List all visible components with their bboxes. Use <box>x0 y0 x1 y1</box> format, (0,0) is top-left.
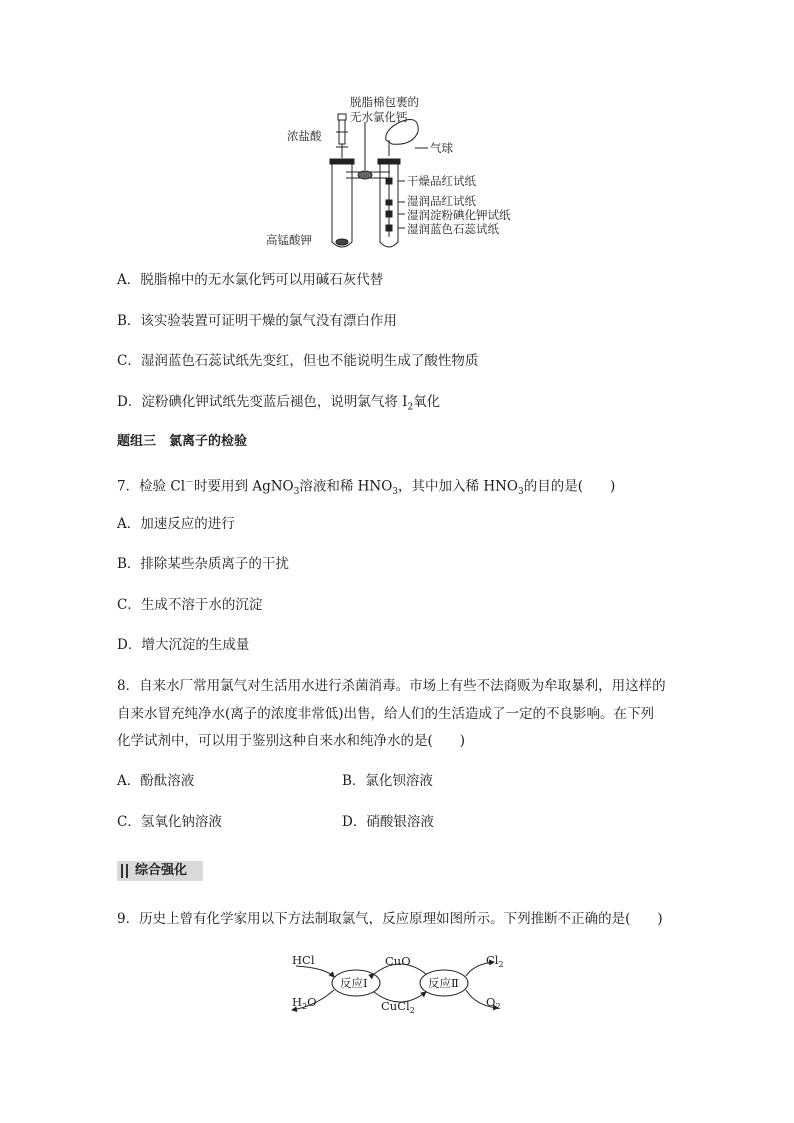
reaction-2-label: 反应Ⅱ <box>428 976 459 990</box>
label-ki-paper: 湿润淀粉碘化钾试纸 <box>407 208 511 222</box>
cl2-label: $Cl_2$ <box>486 953 504 969</box>
connecting-tube <box>346 122 390 179</box>
label-litmus: 湿润蓝色石蕊试纸 <box>407 222 499 236</box>
q7-stem: 7．检验 Cl－时要用到 AgNO$_3$溶液和稀 $HNO_3$，其中加入稀 $HNO_3$的目的是( ) <box>117 478 616 498</box>
q6-option-a: A．脱脂棉中的无水氯化钙可以用碱石灰代替 <box>117 272 384 288</box>
h2o-label: $H_2O$ <box>292 995 317 1011</box>
label-wet-paper: 湿润品红试纸 <box>407 194 476 208</box>
label-balloon: 气球 <box>430 141 453 155</box>
reaction-cycle-figure <box>286 950 516 1020</box>
q8-option-b: B．氯化钡溶液 <box>342 773 433 789</box>
q6-option-b: B．该实验装置可证明干燥的氯气没有漂白作用 <box>117 313 397 329</box>
q8-stem-line1: 8．自来水厂常用氯气对生活用水进行杀菌消毒。市场上有些不法商贩为牟取暴利，用这样的 <box>117 678 666 694</box>
q8-option-a: A．酚酞溶液 <box>117 773 195 789</box>
q7-option-d: D．增大沉淀的生成量 <box>117 637 250 653</box>
section-mark <box>126 864 128 878</box>
q7-option-a: A．加速反应的进行 <box>117 516 235 532</box>
cuo-label: CuO <box>385 954 411 968</box>
q6-option-c: C．湿润蓝色石蕊试纸先变红，但也不能说明生成了酸性物质 <box>117 353 479 369</box>
q8-stem-line3: 化学试剂中，可以用于鉴别这种自来水和纯净水的是( ) <box>117 733 466 749</box>
dropping-funnel <box>336 114 348 158</box>
apparatus-figure <box>260 92 540 252</box>
label-cotton: 脱脂棉包裹的 <box>350 95 419 109</box>
q8-stem-line2: 自来水冒充纯净水(离子的浓度非常低)出售，给人们的生活造成了一定的不良影响。在下列 <box>117 706 655 722</box>
q9-stem: 9．历史上曾有化学家用以下方法制取氯气，反应原理如图所示。下列推断不正确的是( ) <box>117 911 663 927</box>
label-dry-paper: 干燥品红试纸 <box>407 174 476 188</box>
cucl2-label: CuCl$_2$ <box>381 999 415 1015</box>
label-hcl: 浓盐酸 <box>287 129 322 143</box>
o2-label: $O_2$ <box>486 995 501 1011</box>
q6-option-d: D．淀粉碘化钾试纸先变蓝后褪色，说明氯气将 $I_2$氧化 <box>117 394 441 413</box>
q8-option-d: D．硝酸银溶液 <box>342 814 434 830</box>
section-mark <box>121 864 123 878</box>
label-cacl2: 无水氯化钙 <box>350 110 408 124</box>
section-title: 综合强化 <box>135 863 188 878</box>
q7-option-c: C．生成不溶于水的沉淀 <box>117 597 263 613</box>
group3-title: 题组三 氯离子的检验 <box>117 434 248 449</box>
q7-option-b: B．排除某些杂质离子的干扰 <box>117 556 289 572</box>
section-header <box>117 861 203 881</box>
q8-option-c: C．氢氧化钠溶液 <box>117 814 222 830</box>
hcl-label: HCl <box>292 953 315 967</box>
reaction-1-label: 反应Ⅰ <box>340 976 368 990</box>
label-kmno4: 高锰酸钾 <box>266 233 312 247</box>
